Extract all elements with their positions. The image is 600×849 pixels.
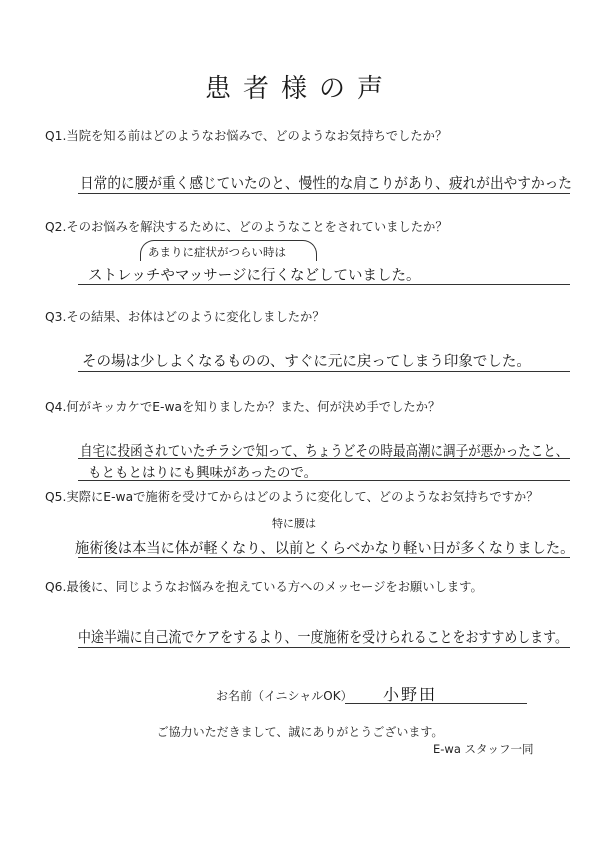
answer-6: 中途半端に自己流でケアをするより、一度施術を受けられることをおすすめします。 bbox=[78, 628, 568, 646]
answer-5: 施術後は本当に体が軽くなり、以前とくらべかなり軽い日が多くなりました。 bbox=[75, 541, 575, 557]
answer-5-note: 特に腰は bbox=[272, 517, 316, 530]
answer-2: ストレッチやマッサージに行くなどしていました。 bbox=[88, 268, 421, 284]
answer-4-line-2: もともとはりにも興味があったので。 bbox=[88, 465, 318, 481]
question-3: Q3.その結果、お体はどのように変化しましたか？ bbox=[45, 310, 325, 324]
question-2: Q2.そのお悩みを解決するために、どのようなことをされていましたか？ bbox=[45, 220, 448, 234]
answer-1: 日常的に腰が重く感じていたのと、慢性的な肩こりがあり、疲れが出やすかった bbox=[80, 174, 572, 192]
name-line bbox=[345, 703, 527, 704]
answer-line-3 bbox=[78, 371, 570, 372]
question-1: Q1.当院を知る前はどのようなお悩みで、どのようなお気持ちでしたか？ bbox=[45, 129, 448, 143]
answer-line-4a bbox=[78, 458, 570, 459]
answer-2-note: あまりに症状がつらい時は bbox=[148, 245, 286, 259]
answer-line-2 bbox=[78, 284, 570, 285]
question-6: Q6.最後に、同じようなお悩みを抱えている方へのメッセージをお願いします。 bbox=[45, 580, 483, 594]
answer-4-line-1: 自宅に投函されていたチラシで知って、ちょうどその時最高潮に調子が悪かったこと、 bbox=[80, 444, 569, 460]
answer-line-5 bbox=[78, 557, 570, 558]
name-label: お名前（イニシャルOK） bbox=[216, 689, 353, 703]
question-4: Q4.何がキッカケでE-waを知りましたか？また、何が決め手でしたか？ bbox=[45, 400, 441, 414]
page-title: 患者様の声 bbox=[204, 74, 395, 104]
answer-3: その場は少しよくなるものの、すぐに元に戻ってしまう印象でした。 bbox=[82, 354, 531, 370]
name-value: 小野田 bbox=[383, 685, 438, 704]
answer-line-1 bbox=[78, 193, 570, 194]
staff-signature: E-wa スタッフ一同 bbox=[433, 742, 534, 756]
question-5: Q5.実際にE-waで施術を受けてからはどのように変化して、どのようなお気持ちですか？ bbox=[45, 490, 539, 504]
answer-line-4b bbox=[78, 480, 570, 481]
answer-line-6 bbox=[78, 647, 570, 648]
thanks-message: ご協力いただきまして、誠にありがとうございます。 bbox=[156, 725, 444, 739]
